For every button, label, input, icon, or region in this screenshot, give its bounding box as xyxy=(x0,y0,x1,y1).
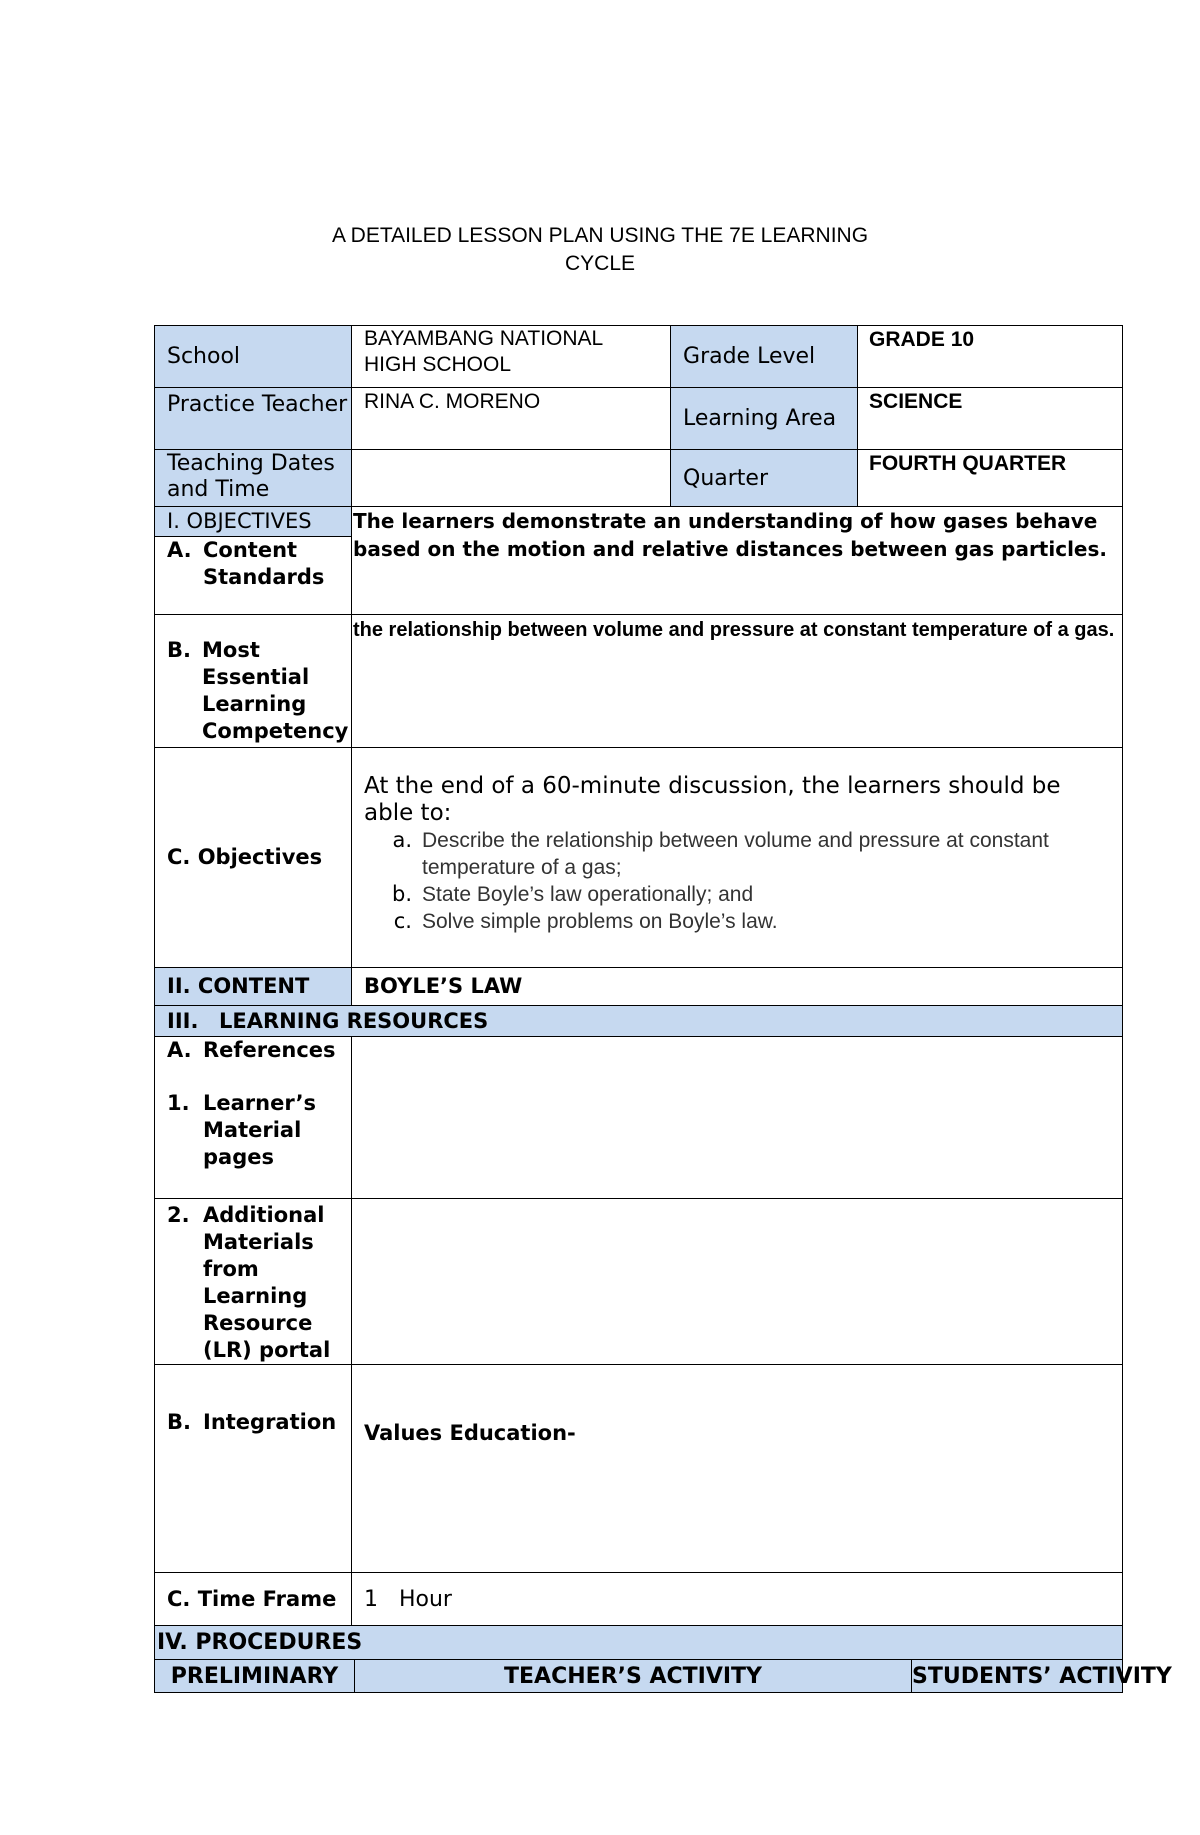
resources-heading: LEARNING RESOURCES xyxy=(219,1008,489,1033)
objectives-heading-row xyxy=(155,507,1123,537)
references-row xyxy=(155,1037,1123,1199)
time-frame-value: 1 Hour xyxy=(352,1573,1123,1626)
column-preliminary: PRELIMINARY xyxy=(155,1660,355,1693)
teacher-row xyxy=(155,388,1123,450)
school-label: School xyxy=(155,326,352,388)
integration-value: Values Education- xyxy=(352,1365,1123,1573)
objectives-row xyxy=(155,748,1123,968)
content-standards-text: The learners demonstrate an understanding of how gases behave based on the motion and relative distances between gas particles. xyxy=(352,507,1123,615)
melc-row xyxy=(155,615,1123,748)
dates-row xyxy=(155,450,1123,507)
grade-level-label: Grade Level xyxy=(671,326,858,388)
teaching-dates-value xyxy=(352,450,671,507)
references-value xyxy=(352,1037,1123,1199)
procedures-heading: IV. PROCEDURES xyxy=(155,1626,1123,1660)
column-students-activity: STUDENTS’ ACTIVITY xyxy=(912,1660,1123,1693)
document-title xyxy=(0,222,1200,278)
content-row xyxy=(155,968,1123,1006)
references-marker: A. xyxy=(167,1038,192,1062)
practice-teacher-label: Practice Teacher xyxy=(155,388,352,450)
quarter-label: Quarter xyxy=(671,450,858,507)
objectives-intro: At the end of a 60-minute discussion, the learners should be able to: xyxy=(364,773,1061,826)
resources-heading-number: III. xyxy=(167,1008,199,1033)
teaching-dates-label: Teaching Dates and Time xyxy=(155,450,352,507)
procedures-heading-row xyxy=(155,1626,1123,1660)
integration-marker: B. xyxy=(167,1410,191,1434)
learning-area-label: Learning Area xyxy=(671,388,858,450)
content-standards-label: Content Standards xyxy=(203,538,325,589)
content-value: BOYLE’S LAW xyxy=(352,968,1123,1006)
time-frame-row xyxy=(155,1573,1123,1626)
additional-materials-label: Additional Materials from Learning Resource (LR) portal xyxy=(203,1203,331,1362)
integration-label: Integration xyxy=(203,1410,337,1434)
references-label: References xyxy=(203,1038,336,1062)
lesson-plan-table xyxy=(154,325,1172,1693)
content-standards-marker: A. xyxy=(167,538,192,562)
objectives-heading: I. OBJECTIVES xyxy=(155,507,352,537)
practice-teacher-value: RINA C. MORENO xyxy=(352,388,671,450)
melc-label: Most Essential Learning Competency xyxy=(202,638,349,743)
integration-row xyxy=(155,1365,1123,1573)
objective-item: c. Solve simple problems on Boyle’s law. xyxy=(393,909,778,933)
learners-material-label: Learner’s Material pages xyxy=(203,1091,317,1169)
learners-material-marker: 1. xyxy=(167,1091,190,1115)
melc-marker: B. xyxy=(167,638,191,662)
melc-text: the relationship between volume and pressure at constant temperature of a gas. xyxy=(352,615,1123,748)
learning-area-value: SCIENCE xyxy=(858,388,1123,450)
resources-heading-row xyxy=(155,1006,1123,1037)
objective-item: a. Describe the relationship between volume and pressure at constant temperature of a gas; xyxy=(392,828,1049,879)
objectives-label: C. Objectives xyxy=(155,748,352,968)
objective-item: b. State Boyle’s law operationally; and xyxy=(391,882,754,906)
column-teachers-activity: TEACHER’S ACTIVITY xyxy=(355,1660,912,1693)
grade-level-value: GRADE 10 xyxy=(858,326,1123,388)
procedures-columns-row xyxy=(155,1660,1123,1693)
title-line-1: A DETAILED LESSON PLAN USING THE 7E LEARNING xyxy=(331,224,869,247)
content-heading: II. CONTENT xyxy=(155,968,352,1006)
quarter-value: FOURTH QUARTER xyxy=(858,450,1123,507)
school-row xyxy=(155,326,1123,388)
additional-materials-row xyxy=(155,1199,1123,1365)
school-value: BAYAMBANG NATIONAL HIGH SCHOOL xyxy=(352,326,671,388)
time-frame-label: C. Time Frame xyxy=(155,1573,352,1626)
additional-materials-marker: 2. xyxy=(167,1203,190,1227)
objectives-list xyxy=(376,827,1102,935)
title-line-2: CYCLE xyxy=(564,252,636,275)
additional-materials-value xyxy=(352,1199,1123,1365)
